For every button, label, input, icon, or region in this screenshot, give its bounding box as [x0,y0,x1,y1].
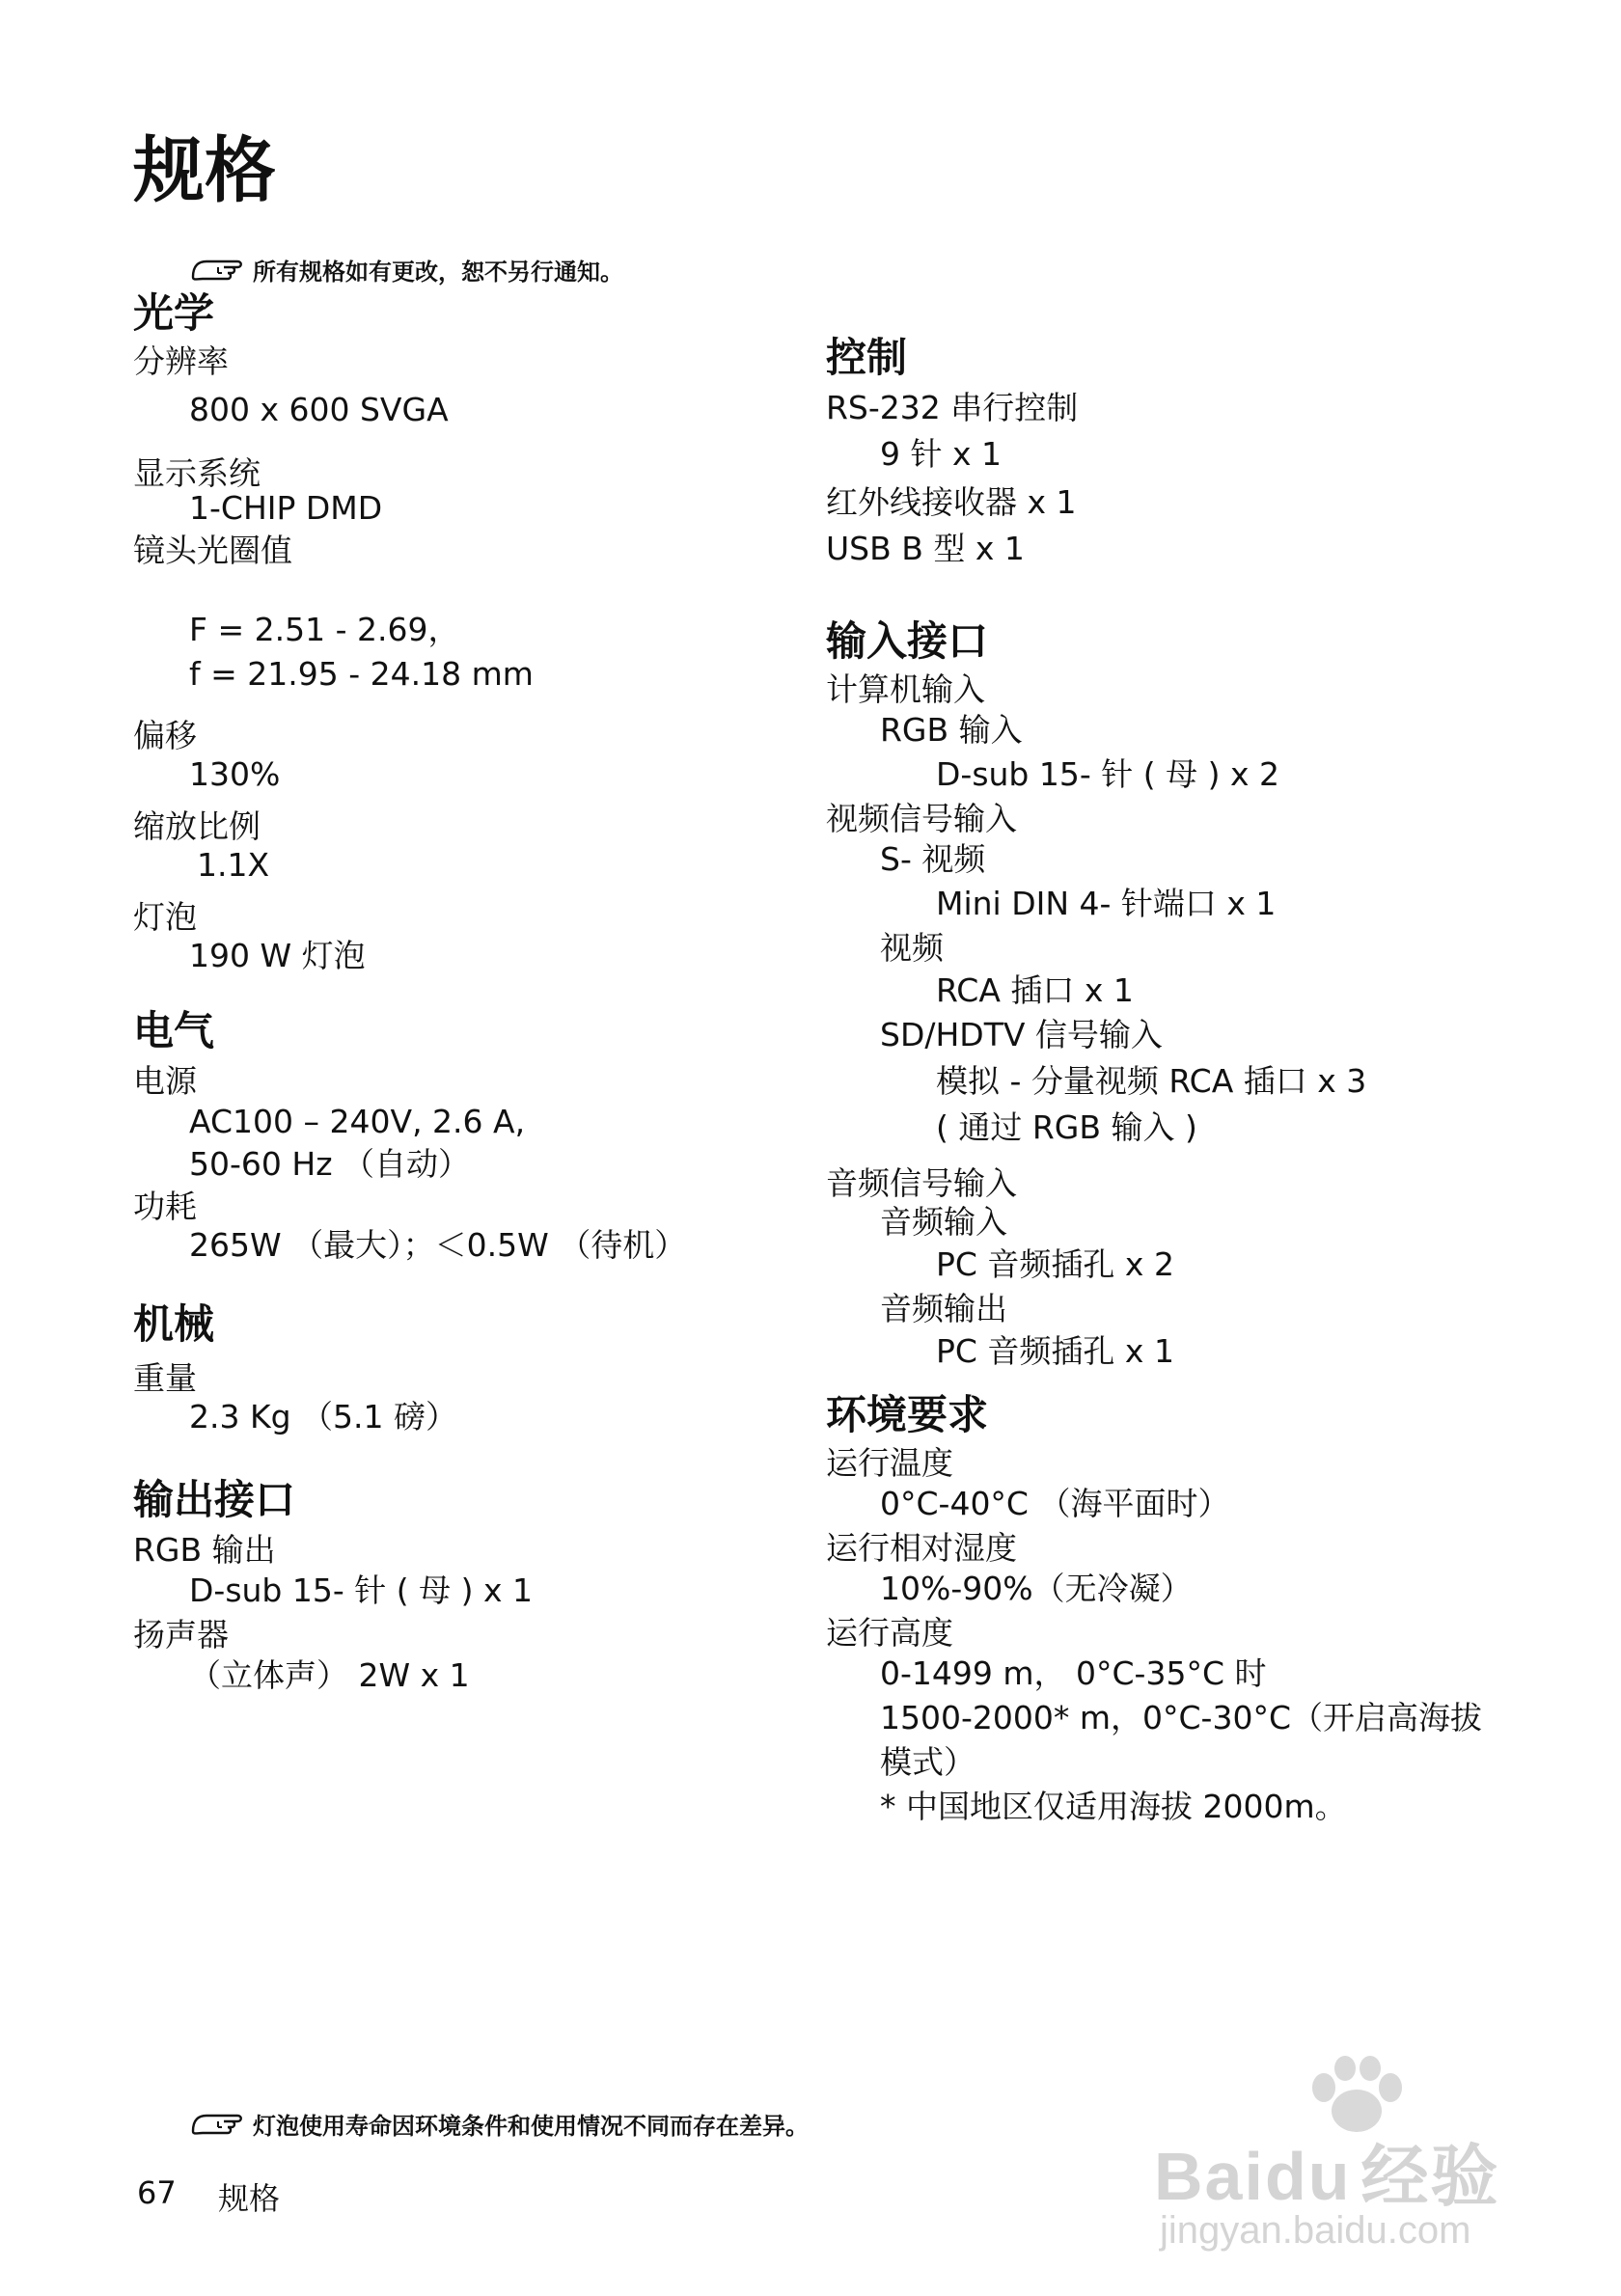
aperture-f: F = 2.51 - 2.69， [189,611,460,648]
speaker-value: （立体声） 2W x 1 [189,1656,470,1694]
computer-input-label: 计算机输入 [826,670,985,708]
power-value-2: 50-60 Hz （自动） [189,1145,471,1183]
weight-value: 2.3 Kg （5.1 磅） [189,1398,458,1435]
humidity-label: 运行相对湿度 [826,1529,1017,1567]
watermark-brand-3: 经验 [1360,2139,1500,2214]
electrical-heading: 电气 [133,1007,215,1054]
altitude-note: * 中国地区仅适用海拔 2000m。 [880,1788,1347,1825]
altitude-value-2: 1500-2000* m，0°C-30°C（开启高海拔 [880,1699,1482,1736]
bottom-note [189,2107,809,2141]
svideo-value: Mini DIN 4- 针端口 x 1 [936,885,1277,922]
altitude-value-1: 0-1499 m， 0°C-35°C 时 [880,1654,1267,1692]
bottom-note-text: 灯泡使用寿命因环境条件和使用情况不同而存在差异。 [253,2113,809,2140]
consumption-value: 265W （最大）；＜0.5W （待机） [189,1226,687,1264]
display-label: 显示系统 [133,454,261,492]
lamp-value: 190 W 灯泡 [189,937,366,974]
power-value-1: AC100 – 240V, 2.6 A, [189,1103,526,1140]
aperture-focal: f = 21.95 - 24.18 mm [189,655,534,693]
top-note-text: 所有规格如有更改，恕不另行通知。 [253,259,623,286]
rs232-label: RS-232 串行控制 [826,389,1079,426]
mechanical-heading: 机械 [133,1300,215,1348]
altitude-label: 运行高度 [826,1614,953,1652]
altitude-value-3: 模式） [880,1743,975,1781]
rgb-input-label: RGB 输入 [880,711,1023,749]
audio-out-label: 音频输出 [880,1290,1007,1327]
audio-in-value: PC 音频插孔 x 2 [936,1245,1174,1283]
resolution-value: 800 x 600 SVGA [189,391,449,428]
lamp-label: 灯泡 [133,898,197,936]
pointing-hand-icon [189,2110,245,2139]
resolution-label: 分辨率 [133,342,229,380]
page-number: 67 [137,2174,177,2211]
optics-heading: 光学 [133,289,215,337]
temp-value: 0°C-40°C （海平面时） [880,1485,1230,1522]
video-value: RCA 插口 x 1 [936,971,1134,1009]
sdhdtv-value-1: 模拟 - 分量视频 RCA 插口 x 3 [936,1062,1367,1100]
aperture-label: 镜头光圈值 [133,532,292,569]
svideo-label: S- 视频 [880,840,986,878]
watermark-brand-1: Bai [1154,2139,1265,2214]
pointing-hand-icon [189,256,245,285]
sdhdtv-label: SD/HDTV 信号输入 [880,1016,1163,1053]
power-label: 电源 [133,1062,197,1100]
speaker-label: 扬声器 [133,1616,229,1654]
top-note [189,253,623,287]
audio-in-label: 音频输入 [880,1203,1007,1241]
weight-label: 重量 [133,1359,197,1397]
ir-label: 红外线接收器 x 1 [826,483,1077,521]
baidu-watermark [1154,2055,1540,2257]
rgb-input-value: D-sub 15- 针 ( 母 ) x 2 [936,755,1279,793]
environment-heading: 环境要求 [826,1391,989,1438]
zoom-value: 1.1X [197,846,270,884]
input-heading: 输入接口 [826,617,989,665]
rgb-output-label: RGB 输出 [133,1531,276,1569]
audio-signal-label: 音频信号输入 [826,1164,1017,1202]
usb-label: USB B 型 x 1 [826,530,1025,567]
video-signal-label: 视频信号输入 [826,800,1017,837]
temp-label: 运行温度 [826,1444,953,1482]
video-label: 视频 [880,929,944,967]
humidity-value: 10%-90%（无冷凝） [880,1570,1193,1607]
offset-value: 130% [189,755,281,793]
audio-out-value: PC 音频插孔 x 1 [936,1332,1174,1370]
rs232-value: 9 针 x 1 [880,435,1002,473]
rgb-output-value: D-sub 15- 针 ( 母 ) x 1 [189,1572,533,1609]
control-heading: 控制 [826,334,908,381]
footer-title: 规格 [218,2180,281,2217]
offset-label: 偏移 [133,717,197,754]
zoom-label: 缩放比例 [133,807,261,845]
watermark-brand-2: du [1264,2139,1352,2214]
sdhdtv-value-2: ( 通过 RGB 输入 ) [936,1108,1197,1146]
display-value: 1-CHIP DMD [189,489,383,527]
output-heading: 输出接口 [133,1476,296,1523]
consumption-label: 功耗 [133,1188,197,1225]
watermark-url: jingyan.baidu.com [1160,2209,1471,2252]
page-title: 规格 [133,129,276,212]
